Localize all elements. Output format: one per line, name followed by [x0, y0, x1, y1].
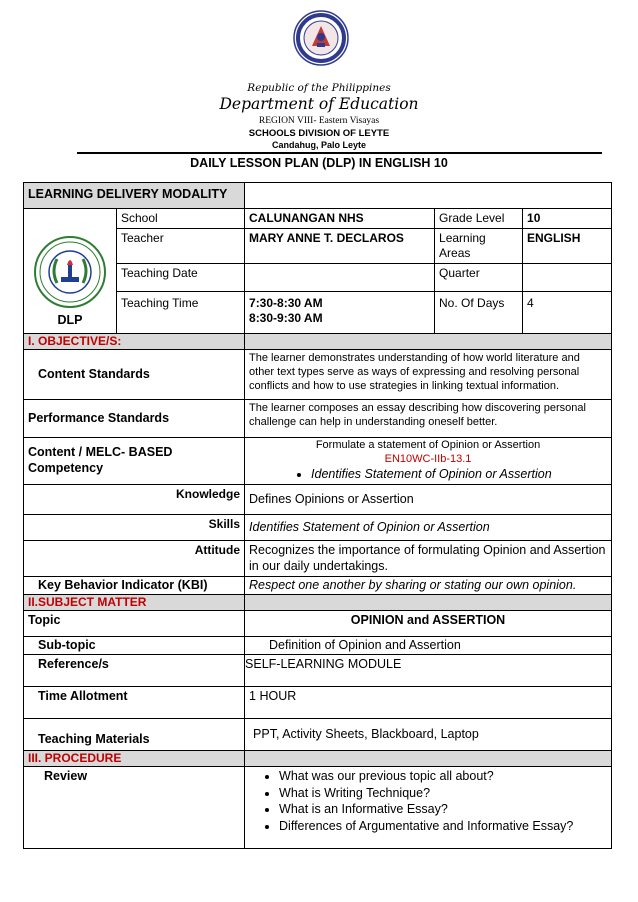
time-value-1: 7:30-8:30 AM [249, 296, 323, 310]
knowledge-row [24, 485, 612, 515]
teacher-label: Teacher [117, 229, 245, 264]
time-allotment-row [24, 687, 612, 719]
modality-label: LEARNING DELIVERY MODALITY [24, 183, 245, 209]
knowledge-text: Defines Opinions or Assertion [245, 485, 612, 515]
materials-value: PPT, Activity Sheets, Blackboard, Laptop [245, 719, 612, 751]
time-label: Teaching Time [117, 292, 245, 334]
performance-standards-text: The learner composes an essay describing how discovering personal challenge can help in understanding oneself better. [245, 400, 612, 438]
school-label: School [117, 209, 245, 229]
review-item: • What is Writing Technique? [279, 786, 607, 802]
review-item: • Differences of Argumentative and Informative Essay? [279, 819, 607, 835]
days-label: No. Of Days [435, 292, 523, 334]
subtopic-label: Sub-topic [24, 637, 245, 655]
content-standards-row [24, 350, 612, 400]
header-republic: Republic of the Philippines [247, 82, 391, 94]
materials-label: Teaching Materials [24, 719, 245, 751]
reference-value: SELF-LEARNING MODULE [245, 655, 612, 687]
time-value [245, 292, 435, 334]
topic-value: OPINION and ASSERTION [245, 611, 612, 637]
procedure-heading-row [24, 751, 612, 767]
document-title: DAILY LESSON PLAN (DLP) IN ENGLISH 10 [190, 156, 448, 170]
dlp-table [23, 182, 612, 849]
header-division: SCHOOLS DIVISION OF LEYTE [248, 128, 390, 139]
quarter-label: Quarter [435, 264, 523, 292]
header-region: REGION VIII- Eastern Visayas [258, 116, 380, 126]
header-department: Department of Education [219, 95, 419, 113]
melc-code: EN10WC-IIb-13.1 [384, 452, 472, 465]
areas-label: Learning Areas [435, 229, 523, 264]
kbi-text: Respect one another by sharing or stating our own opinion. [245, 577, 612, 595]
melc-bullet: • Identifies Statement of Opinion or Assertion [311, 467, 607, 483]
review-label: Review [24, 767, 245, 849]
attitude-text: Recognizes the importance of formulating Opinion and Assertion in our daily undertakings. [245, 541, 612, 577]
content-standards-label: Content Standards [24, 350, 245, 400]
knowledge-label: Knowledge [24, 485, 245, 515]
objectives-heading-row [24, 334, 612, 350]
melc-label: Content / MELC- BASED Competency [24, 438, 245, 485]
grade-value: 10 [523, 209, 612, 229]
skills-text: Identifies Statement of Opinion or Assertion [245, 515, 612, 541]
time-allotment-value: 1 HOUR [245, 687, 612, 719]
performance-standards-row [24, 400, 612, 438]
header-divider [77, 152, 602, 154]
teacher-value: MARY ANNE T. DECLAROS [245, 229, 435, 264]
school-row [24, 209, 612, 229]
days-value: 4 [523, 292, 612, 334]
review-list [249, 769, 607, 835]
school-value: CALUNANGAN NHS [245, 209, 435, 229]
date-value [245, 264, 435, 292]
areas-value: ENGLISH [523, 229, 612, 264]
deped-seal-icon [293, 10, 349, 66]
skills-label: Skills [24, 515, 245, 541]
kbi-label: Key Behavior Indicator (KBI) [24, 577, 245, 595]
melc-row [24, 438, 612, 485]
school-logo-cell [24, 209, 117, 334]
attitude-label: Attitude [24, 541, 245, 577]
header-address: Candahug, Palo Leyte [271, 140, 367, 150]
skills-row [24, 515, 612, 541]
review-cell [245, 767, 612, 849]
subtopic-row [24, 637, 612, 655]
reference-label: Reference/s [24, 655, 245, 687]
subtopic-value: Definition of Opinion and Assertion [245, 637, 612, 655]
subject-heading-row [24, 595, 612, 611]
objectives-heading: I. OBJECTIVE/S: [24, 334, 245, 350]
subject-heading: II.SUBJECT MATTER [24, 595, 245, 611]
melc-text: Formulate a statement of Opinion or Assertion [315, 439, 541, 451]
topic-row [24, 611, 612, 637]
kbi-row [24, 577, 612, 595]
content-standards-text: The learner demonstrates understanding of how world literature and other text types serve as ways of expressing and resolving personal conflicts and how to use strategies in linking textual information. [245, 350, 612, 400]
grade-label: Grade Level [435, 209, 523, 229]
reference-row [24, 655, 612, 687]
time-allotment-label: Time Allotment [24, 687, 245, 719]
review-item: • What was our previous topic all about? [279, 769, 607, 785]
materials-row [24, 719, 612, 751]
logo-caption: DLP [57, 313, 83, 328]
school-logo-icon [33, 235, 107, 309]
quarter-value [523, 264, 612, 292]
review-row [24, 767, 612, 849]
modality-row [24, 183, 612, 209]
melc-cell [245, 438, 612, 485]
topic-label: Topic [24, 611, 245, 637]
modality-value [245, 183, 612, 209]
attitude-row [24, 541, 612, 577]
melc-list [249, 467, 607, 483]
date-label: Teaching Date [117, 264, 245, 292]
time-value-2: 8:30-9:30 AM [249, 311, 323, 325]
performance-standards-label: Performance Standards [24, 400, 245, 438]
review-item: • What is an Informative Essay? [279, 802, 607, 818]
procedure-heading: III. PROCEDURE [24, 751, 245, 767]
